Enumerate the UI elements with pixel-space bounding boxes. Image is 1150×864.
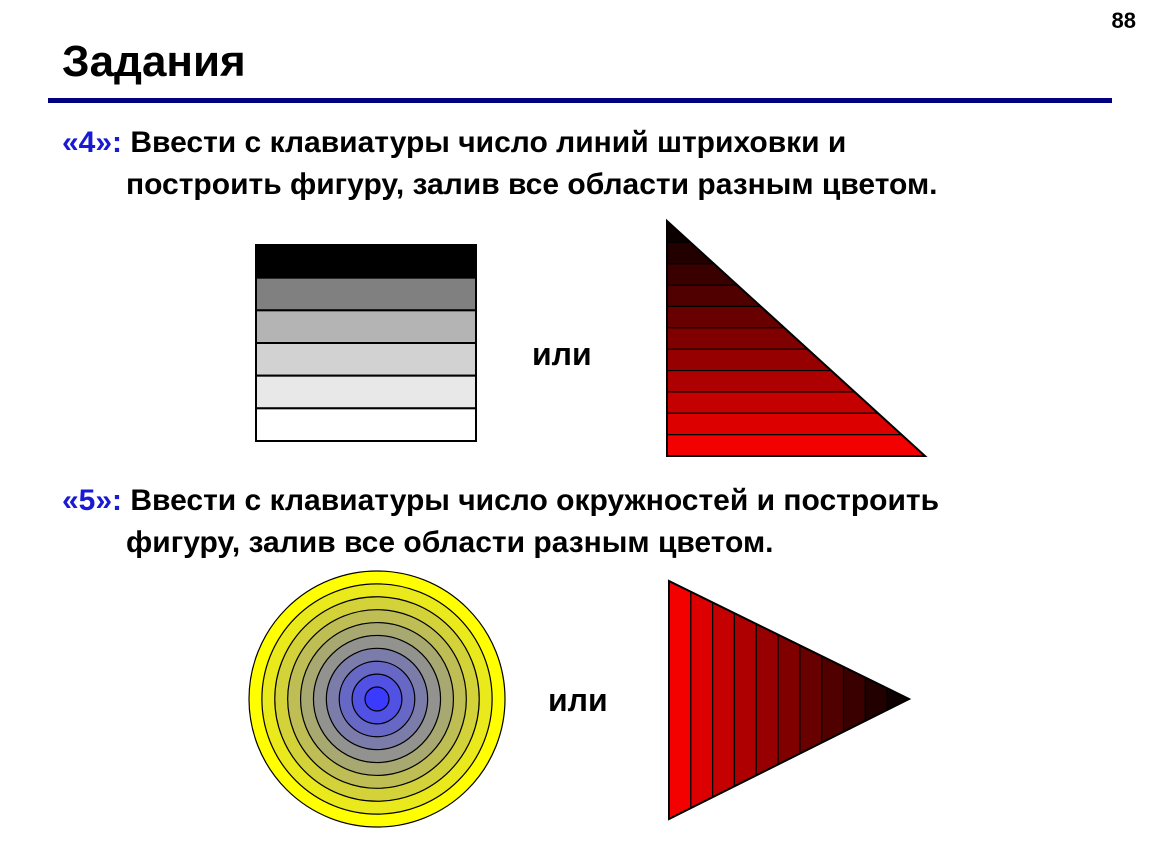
right-triangle-band: [713, 602, 735, 797]
right-triangle-band: [669, 581, 691, 819]
right-triangle-band: [822, 656, 844, 743]
task-4-line2: построить фигуру, залив все области разным цветом.: [126, 168, 938, 201]
right-triangle-band: [691, 592, 713, 808]
task-5-line1: Ввести с клавиатуры число окружностей и построить: [130, 484, 940, 517]
rectangle-band: [256, 408, 476, 441]
triangle-band: [667, 242, 714, 263]
right-triangle-band: [734, 613, 756, 786]
right-triangle-band: [800, 645, 822, 753]
triangle-band: [667, 349, 831, 370]
task-4-line1: Ввести с клавиатуры число линий штриховки и: [130, 126, 847, 159]
page-title: Задания: [62, 37, 246, 86]
triangle-band: [667, 435, 925, 456]
page-number: 88: [1111, 8, 1136, 33]
triangle-band: [667, 306, 784, 327]
task-5-number: «5»:: [62, 484, 123, 517]
right-triangle-band: [756, 624, 778, 775]
circle-ring: [365, 687, 389, 711]
rectangle-band: [256, 245, 476, 278]
task-4-number: «4»:: [62, 126, 123, 159]
task-5-line2: фигуру, залив все области разным цветом.: [126, 526, 774, 559]
or-label-task-4: или: [532, 336, 592, 372]
triangle-band: [667, 413, 902, 434]
rectangle-band: [256, 376, 476, 409]
or-label-task-5: или: [548, 682, 608, 718]
rectangle-band: [256, 278, 476, 311]
triangle-band: [667, 285, 761, 306]
triangle-band: [667, 371, 855, 392]
rectangle-band: [256, 343, 476, 376]
rectangle-band: [256, 310, 476, 343]
right-triangle-band: [778, 635, 800, 765]
triangle-band: [667, 392, 878, 413]
right-triangle-band: [887, 688, 909, 710]
